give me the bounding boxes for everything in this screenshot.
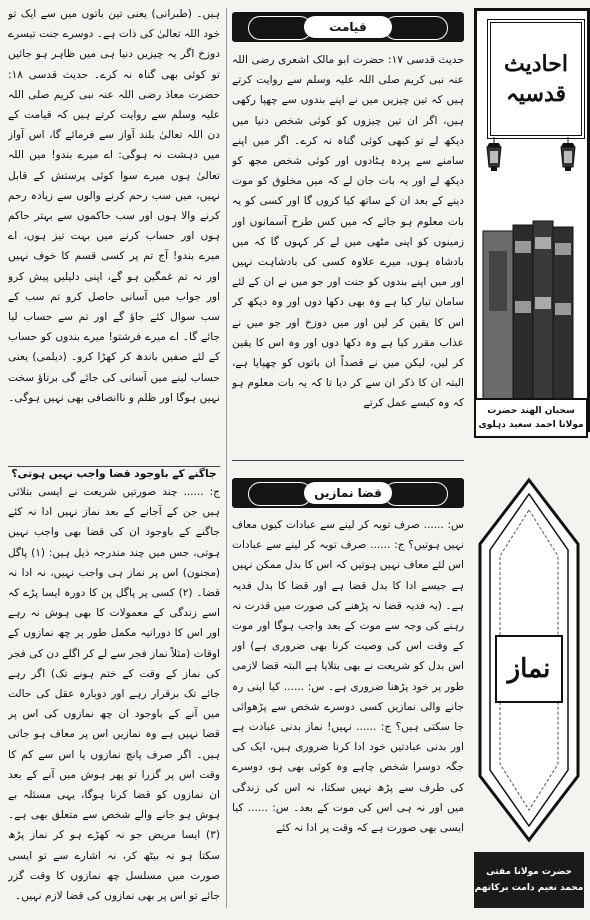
ahadees-title-line1: احادیث [504, 51, 568, 77]
section-divider-mid [232, 460, 464, 461]
qaza-question-title: جاگنے کے باوجود قضا واجب نہیں ہوتی؟ [11, 468, 217, 480]
ahadees-qudsiya-panel [474, 8, 590, 432]
ahadees-title [487, 19, 585, 139]
qiyamat-heading-bar [232, 12, 464, 42]
namaz-ornament-panel [474, 474, 584, 846]
author1-line1: سحبان الھند حضرت [487, 406, 575, 416]
qaza-heading: قضا نمازیں [304, 482, 392, 504]
author2-line2: محمد نعیم دامت برکاتھم [474, 883, 584, 893]
qaza-qa-text: س: ...... صرف توبہ کر لینے سے عبادات کیوں معاف نہیں ہوتیں؟ ج: ...... صرف توبہ کر لینے سے عبادات اس لئے معاف نہیں ہوتیں کہ اس کا بدل ممکن نہیں ہے جیسے ادا کا بدل قضا ہے اور قضا کا بدل فدیہ ہے۔ (یہ فدیہ قضا نہ پڑھنے کی صورت میں قدرت نہ رہنے کی وجہ سے موت کے بعد واجب ہوگا اور موت کے وقت اس کی وصیت کرنا بھی ضروری ہے) اور اس بدل کو شریعت نے بھی بتلایا ہے البتہ قضا لازمی طور پر خود پڑھنا ضروری ہے۔ س: ...... کیا اپنی رہ جانے والی نمازیں کسی دوسرے شخص سے پڑھوائی جا سکتی ہیں؟ ج: ...... نہیں! نماز بدنی عبادت ہے اور بدنی عبادتیں خود ادا کرنا ضروری ہیں، ایک کی جگہ دوسرا شخص چاہے وہ کوئی بھی ہو، دوسرے کی طرف سے پڑھ نہیں سکتا، نہ اس کی زندگی میں اور نہ ہی اس کی موت کے بعد۔ س: ...... کیا ایسی بھی صورت ہے کہ وقت پر ادا نہ کئے [232, 519, 464, 835]
qaza-answer-text: ج: ...... چند صورتیں شریعت نے ایسی بتلائی ہیں جن کے آجانے کے بعد نماز نہیں ادا نہ کئے جاگنے کے باوجود ان کی قضا بھی واجب نہیں ہوتی، جس میں چند مندرجہ ذیل ہیں: (۱) پاگل (مجنون) اس پر نماز ہی واجب نہیں، نہ ادا نہ قضا۔ (۲) کسی پر پاگل پن کا دورہ ایسا پڑے کہ اسے زندگی کے معمولات کا بھی ہوش نہ رہے اور اس کا دورانیہ مکمل طور پر چھ نمازوں کے اوقات (مثلاً نماز فجر سے لے کر اگلے دن کی فجر کی نماز کے وقت کے ختم ہونے تک) اگر رہے جائے تک برقرار رہے اور دوبارہ عقل کی حالت میں آنے کے باوجود ان چھ نمازوں کی اس پر قضا نہیں ہے وہ نمازیں اس پر معاف ہو جاتی ہیں۔ اگر صرف پانچ نمازوں یا اس سے کم کا وقت اس پر گزرا تو پھر ہوش میں آنے کے بعد ان نمازوں کو قضا کرنا ہوگا، یہی مسئلہ بے ہوش ہو جانے والے شخص سے متعلق بھی ہے۔ (۳) ایسا مریض جو نہ کھڑے ہو کر نماز پڑھ سکتا ہو نہ بیٹھ کر، نہ اشارے سے تو ایسی صورت میں مسلسل چھ نمازوں کا وقت گزر جائے تو اس پر بھی نمازوں کی قضا لازم نہیں۔ [8, 486, 220, 903]
hadith-17-text: حدیث قدسی ۱۷: حضرت ابو مالک اشعری رضی اللہ عنہ نبی کریم صلی اللہ علیہ وسلم سے روایت کرتے ہیں کہ تین چیزیں میں نے اپنے بندوں سے چھپا رکھی ہیں، اگر ان تین چیزوں کو کوئی شخص دنیا میں دیکھ لے تو کبھی کوئی گناہ نہ کرے۔ اگر میں اپنے سامنے سے پردہ ہٹادوں اور کوئی شخص مجھ کو دیکھ لے اور یہ بات جان لے کہ میں مخلوق کو موت دینے کے بعد ان کے ساتھ کیا کروں گا اور کسی کو یہ بات معلوم ہو جائے کہ میں کس طرح آسمانوں اور زمینوں کو اپنی مٹھی میں لے کر کہوں گا کہ میں بادشاہ ہوں، میرے علاوہ کسی کی بادشاہت نہیں اور میں اپنے بندوں کو جنت اور جو میں نے ان کے لئے سامان تیار کیا ہے وہ بھی دکھا دوں اور وہ دیکھ کر اس کا یقین کر لیں اور میں دوزخ اور جو میں نے عذاب مقرر کیا ہے وہ دکھا دوں اور وہ اس کا یقین کر لیں، لیکن میں نے قصداً ان باتوں کو چھپایا ہے، البتہ ان کا ذکر ان سے کر دیا تا کہ یہ بات معلوم ہو کہ وہ کیسے عمل کرتے [232, 54, 464, 410]
article-left-top [8, 4, 220, 434]
article-mid-bottom [232, 515, 464, 915]
author1-line2: مولانا احمد سعید دہلوی [478, 420, 584, 430]
article-mid-top [232, 50, 464, 458]
author2-line1: حضرت مولانا مفتی [486, 867, 572, 877]
qaza-heading-bar [232, 478, 464, 508]
lantern-icon [483, 137, 505, 175]
column-rule [226, 8, 227, 908]
author-credit-1 [474, 398, 588, 438]
lantern-icon [557, 137, 579, 175]
ahadees-title-line2: قدسیہ [505, 81, 567, 107]
author-credit-2 [474, 852, 584, 908]
namaz-calligraphy: نماز [507, 654, 551, 684]
qiyamat-heading: قیامت [304, 16, 392, 38]
books-image [481, 211, 577, 401]
hadith-18-text: ہیں۔ (طبرانی) یعنی تین باتوں میں سے ایک تو خود اللہ تعالیٰ کی ذات ہے۔ دوسرے جنت تیسرے دوزخ اگر یہ چیزیں دنیا ہی میں ظاہر ہو جائیں تو کوئی بھی گناہ نہ کرے۔ حدیث قدسی ۱۸: حضرت معاذ رضی اللہ عنہ نبی کریم صلی اللہ علیہ وسلم سے روایت کرتے ہیں کہ قیامت کے دن اللہ تعالیٰ بلند آواز سے فرمائے گا، اس آواز میں دہشت نہ ہوگی: اے میرے بندو! میں اللہ تعالیٰ ہوں میرے سوا کوئی پرستش کے قابل نہیں، میں سب رحم کرنے والوں سے زیادہ رحم کرنے والا ہوں اور سب حاکموں سے بہتر حاکم ہوں اور حساب کرنے میں بہت تیز ہوں، اے میرے بندو! آج تم پر کسی قسم کا خوف نہیں اور نہ تم غمگین ہو گے، اپنی دلیلیں پیش کرو اور جواب میں آسانی حاصل کرو تم سب کے سب سوال کئے جاؤ گے اور تم سے حساب لیا جائے گا۔ اے میرے فرشتو! میرے بندوں کو حساب کے لئے صفیں باندھ کر کھڑا کرو۔ (دیلمی) یعنی حساب لینے میں آسانی کی جائے گی برتاؤ سخت نہیں ہوگا اور ظلم و ناانصافی بھی نہیں ہوگی۔ [8, 8, 220, 404]
section-divider-left [8, 466, 220, 467]
article-left-bottom [8, 482, 220, 912]
